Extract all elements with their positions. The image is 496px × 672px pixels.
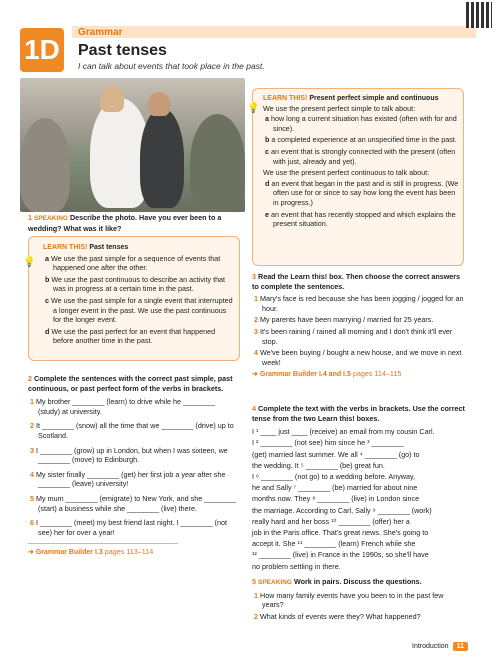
speaking-label: SPEAKING	[258, 579, 292, 586]
section-bar	[72, 26, 476, 38]
speaking-label: SPEAKING	[34, 215, 68, 222]
lesson-badge: 1D	[20, 28, 64, 72]
footer-label: Introduction	[412, 643, 449, 650]
grammar-builder-link[interactable]: ➜ Grammar Builder I.4 and I.5 pages 114–115	[252, 369, 402, 379]
qr-code-icon[interactable]	[466, 2, 492, 28]
exercise-instruction: Complete the sentences with the correct past simple, past continuous, or past perfect form of the verbs in brackets.	[28, 374, 233, 393]
list-item: 2 My parents have been marrying / married for 25 years.	[254, 315, 434, 325]
list-item: 1 Mary's face is red because she has been jogging / jogged for an hour.	[254, 294, 464, 313]
wedding-photo	[20, 78, 245, 212]
rule-item: b We use the past continuous to describe an activity that was in progress at a certain time in the past.	[45, 274, 226, 294]
exercise-5	[252, 577, 464, 623]
section-label: Grammar	[78, 27, 123, 38]
page-title: Past tenses	[78, 42, 167, 59]
list-item: 6 I ________ (meet) my best friend last night. I ________ (not see) her for over a year!	[30, 518, 227, 537]
exercise-instruction: Complete the text with the verbs in brackets. Use the correct tense from the two Learn this! boxes.	[252, 404, 465, 423]
learn-this-title: Present perfect simple and continuous	[309, 95, 439, 102]
list-item: 1 How many family events have you been to in the past few years?	[254, 590, 444, 610]
lightbulb-icon: 💡	[247, 103, 260, 114]
lesson-header	[20, 28, 460, 74]
exercise-4	[252, 404, 466, 572]
list-item: 5 My mum ________ (emigrate) to New York, and she ________ (start) a business while she ________ (live) there.	[30, 493, 237, 513]
exercise-instruction: Read the Learn this! box. Then choose the correct answers to complete the sentences.	[252, 272, 461, 291]
list-item: 4 We've been buying / bought a new house, and we move in next week!	[254, 348, 462, 367]
rule-item: c We use the past simple for a single event that interrupted a longer event in the past. We use the past continuous for the longer event.	[45, 295, 233, 325]
learn-this-label: LEARN THIS!	[263, 95, 308, 102]
rule-item: c an event that is strongly connected with the present (often with just, already and yet).	[265, 146, 456, 166]
list-item: 1 My brother ________ (learn) to drive while he ________ (study) at university.	[30, 397, 216, 416]
exercise-2	[28, 374, 238, 558]
exercise-number: 2	[28, 374, 32, 383]
list-item: 2 It ________ (snow) all the time that we ________ (drive) up to Scotland.	[30, 421, 234, 440]
page-number: 11	[453, 642, 468, 651]
exercise-1	[28, 213, 238, 233]
grammar-builder-link[interactable]: ➜ Grammar Builder I.3 pages 113–114	[28, 543, 178, 558]
learn-this-box-present-perfect	[247, 88, 464, 266]
learn-this-box-past-tenses	[23, 236, 240, 361]
page-subtitle: I can talk about events that took place in the past.	[78, 61, 265, 71]
exercise-instruction: Work in pairs. Discuss the questions.	[293, 577, 422, 586]
exercise-instruction: Describe the photo. Have you ever been to a wedding? What was it like?	[28, 213, 222, 233]
exercise-number: 3	[252, 272, 256, 281]
exercise-3	[252, 272, 464, 380]
list-item: 3 I ________ (grow) up in London, but when I was sixteen, we ________ (move) to Edinburgh.	[30, 445, 228, 465]
lightbulb-icon: 💡	[23, 257, 36, 268]
rule-item: b a completed experience at an unspecified time in the past.	[265, 135, 457, 145]
list-item: 3 It's been raining / rained all morning and I don't think it'll ever stop.	[254, 326, 453, 346]
list-item: 2 What kinds of events were they? What happened?	[254, 611, 421, 621]
rule-item: a We use the past simple for a sequence of events that happened one after the other.	[45, 253, 221, 273]
learn-this-label: LEARN THIS!	[43, 244, 88, 251]
page-footer	[412, 642, 468, 651]
rule-intro: We use the present perfect simple to talk about:	[263, 103, 416, 113]
exercise-number: 4	[252, 404, 256, 413]
rule-item: d an event that began in the past and is still in progress. (We often use for or since to say how long the event has been in progress.)	[265, 178, 459, 207]
gap-fill-paragraph: I ¹ ____ just ____ (receive) an email from my cousin Carl. I ² ________ (not see) him since he ³ ________ (get) married last summer. We all ⁴ ________ (go) to the wedding. It ⁵ ________ (be) great fun. I ⁶ ________ (not go) to a wedding before. Anyway, he and Sally ⁷ ________ (be) married for about nine months now. They ⁸ ________ (live) in London since the marriage. According to Carl, Sally ⁹ ________ (work) really hard and her boss ¹⁰ ________ (offer) her a job in the Paris office. That's great news. She's going to accept it. She ¹¹ ________ (learn) French while she ¹² ________ (live) in France in the 1990s, so she'll have no problem settling in there.	[252, 427, 435, 571]
exercise-number: 1	[28, 213, 32, 222]
rule-item: a how long a current situation has existed (often with for and since).	[265, 114, 457, 133]
rule-item: e an event that has recently stopped and which explains the present situation.	[265, 209, 456, 229]
learn-this-title: Past tenses	[89, 244, 129, 251]
list-item: 4 My sister finally ________ (get) her first job a year after she ________ (leave) university!	[30, 469, 226, 489]
rule-intro: We use the present perfect continuous to talk about:	[263, 168, 430, 178]
rule-item: d We use the past perfect for an event that happened before another time in the past.	[45, 326, 216, 346]
exercise-number: 5	[252, 577, 256, 586]
